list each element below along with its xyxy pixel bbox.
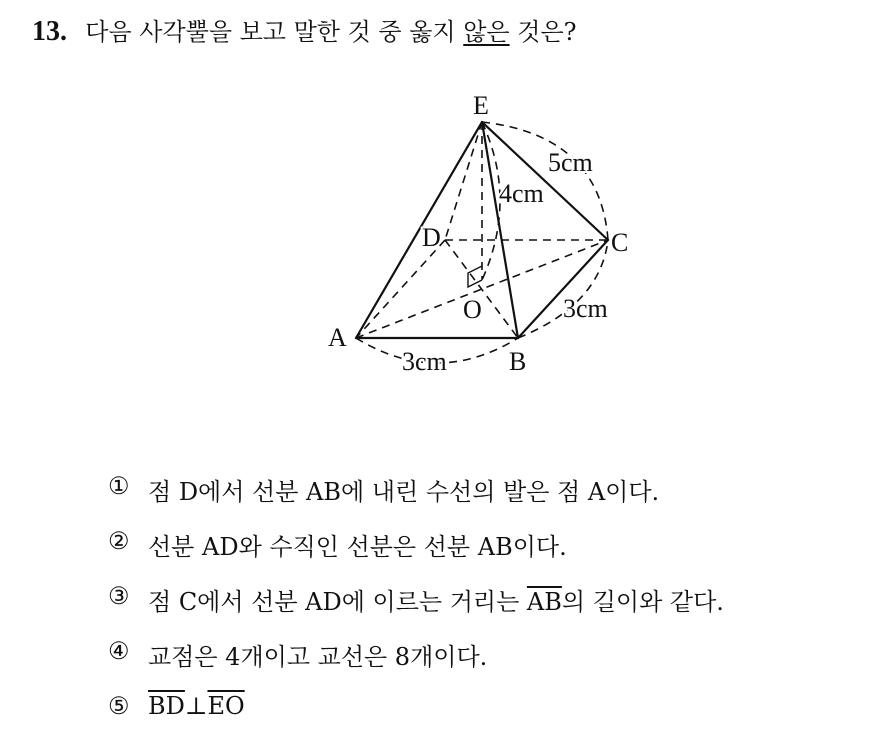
choice-number: ⑤ (108, 692, 130, 720)
question-text-before: 다음 사각뿔을 보고 말한 것 중 옳지 (85, 18, 464, 46)
question-header (32, 12, 577, 48)
question-text-emphasis: 않은 (463, 18, 510, 46)
choice-text: 점 D에서 선분 AB에 내린 수선의 발은 점 A이다. (148, 478, 660, 506)
segment-EO: $\overline{EO}$ (207, 692, 245, 720)
choice-text (148, 692, 245, 720)
choice-number: ④ (108, 637, 130, 665)
question-text-after: 것은? (509, 18, 577, 46)
vertex-label-A: A (328, 323, 347, 352)
question-text (85, 18, 576, 46)
pyramid-figure (300, 80, 660, 400)
edge-EB (482, 122, 518, 338)
edge-ED (445, 122, 482, 240)
question-number: 13. (32, 16, 67, 47)
choice-number: ③ (108, 582, 130, 610)
choice-text-pre: 점 C에서 선분 AD에 이르는 거리는 (148, 588, 527, 616)
vertex-label-O: O (463, 295, 482, 324)
segment-BD: $\overline{BD}$ (148, 692, 185, 720)
perpendicular-symbol: ⊥ (184, 692, 208, 720)
vertex-label-C: C (611, 228, 629, 257)
right-angle-mark (468, 266, 482, 287)
vertex-label-D: D (422, 223, 441, 252)
measure-EO: 4cm (499, 179, 544, 208)
choice-number: ② (108, 527, 130, 555)
edge-BC (518, 240, 608, 338)
segment-AB: $\overline{AB}$ (526, 588, 562, 616)
edge-DA (356, 240, 445, 338)
measure-BC: 3cm (563, 294, 608, 323)
choice-number: ① (108, 472, 130, 500)
choice-text: 교점은 4개이고 교선은 8개이다. (148, 643, 488, 671)
choice-text: 선분 AD와 수직인 선분은 선분 AB이다. (148, 533, 567, 561)
vertex-label-B: B (509, 347, 527, 376)
choice-1[interactable] (108, 472, 724, 527)
measure-EC: 5cm (548, 148, 593, 177)
arc-EO (482, 122, 500, 280)
choice-text-post: 의 길이와 같다. (561, 588, 724, 616)
choice-2[interactable] (108, 527, 724, 582)
vertex-label-E: E (473, 91, 489, 120)
choice-text (148, 582, 724, 617)
choices-list (108, 472, 724, 747)
choice-5[interactable] (108, 692, 724, 747)
choice-3[interactable] (108, 582, 724, 637)
measure-AB: 3cm (402, 347, 447, 376)
choice-4[interactable] (108, 637, 724, 692)
